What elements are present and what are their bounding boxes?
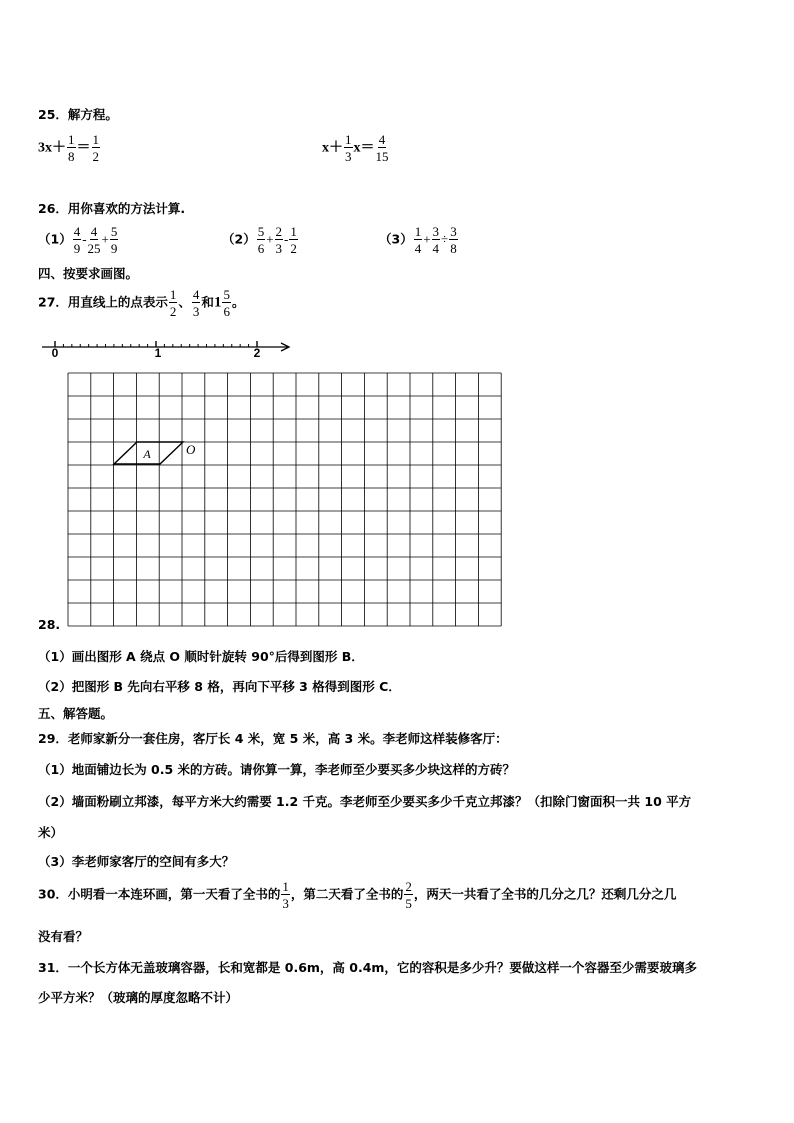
q26-title: 26．用你喜欢的方法计算. [38, 201, 186, 216]
q31-line-2: 少平方米？（玻璃的厚度忽略不计） [38, 990, 239, 1005]
fraction: $\frac{4}{15}$ [375, 132, 389, 164]
q26-part-1: （1） $\frac{4}{9}$ - $\frac{4}{25}$ + $\frac{5}{9}$ [38, 224, 118, 256]
tick-label-0: 0 [51, 346, 59, 360]
q29-item-2-line-1: （2）墙面粉刷立邦漆，每平方米大约需要 1.2 千克。李老师至少要买多少千克立邦漆？（扣除门窗面积一共 10 平方 [38, 794, 692, 809]
q26-part-3: （3） $\frac{1}{4}$ + $\frac{3}{4}$ ÷ $\frac{3}{8}$ [379, 224, 457, 256]
q31-line-1: 31．一个长方体无盖玻璃容器，长和宽都是 0.6m，高 0.4m，它的容积是多少升？要做这样一个容器至少需要玻璃多 [38, 960, 697, 975]
q29-item-3: （3）李老师家客厅的空间有多大？ [38, 854, 235, 869]
q30-line-1: 30．小明看一本连环画，第一天看了全书的 $\frac{1}{3}$ ，第二天看了全书的 $\frac{2}{5}$ ，两天一共看了全书的几分之几？还剩几分之几 [38, 879, 677, 911]
number-line [38, 336, 298, 362]
q25-equation-2: x＋ $\frac{1}{3}$ x＝ $\frac{4}{15}$ [322, 132, 389, 164]
section-4-heading: 四、按要求画图。 [38, 266, 139, 281]
q26-part-2: （2） $\frac{5}{6}$ + $\frac{2}{3}$ - $\frac{1}{2}$ [222, 224, 297, 256]
q29-item-1: （1）地面铺边长为 0.5 米的方砖。请你算一算，李老师至少要买多少块这样的方砖？ [38, 762, 516, 777]
q27-prompt: 27．用直线上的点表示 $\frac{1}{2}$ 、 $\frac{4}{3}$ 和1 $\frac{5}{6}$ 。 [38, 287, 245, 319]
q25-equation-1: 3x＋ $\frac{1}{8}$ ＝ $\frac{1}{2}$ [38, 132, 99, 164]
q28-number: 28. [38, 617, 61, 632]
q29-item-2-line-2: 米） [38, 825, 64, 840]
q28-item-2: （2）把图形 B 先向右平移 8 格，再向下平移 3 格得到图形 C． [38, 679, 401, 694]
q30-line-2: 没有看？ [38, 929, 89, 944]
q29-stem: 29．老师家新分一套住房，客厅长 4 米，宽 5 米，高 3 米。李老师这样装修客厅： [38, 731, 508, 746]
tick-label-2: 2 [253, 346, 261, 360]
point-label-o: O [186, 442, 196, 457]
fraction: $\frac{1}{8}$ [68, 132, 75, 164]
shape-label-a: A [143, 447, 151, 461]
fraction: $\frac{1}{3}$ [345, 132, 352, 164]
square-grid [67, 372, 503, 630]
section-5-heading: 五、解答题。 [38, 706, 114, 721]
fraction: $\frac{1}{2}$ [92, 132, 99, 164]
q28-item-1: （1）画出图形 A 绕点 O 顺时针旋转 90°后得到图形 B． [38, 649, 364, 664]
tick-label-1: 1 [154, 346, 162, 360]
q25-title: 25．解方程。 [38, 107, 118, 122]
